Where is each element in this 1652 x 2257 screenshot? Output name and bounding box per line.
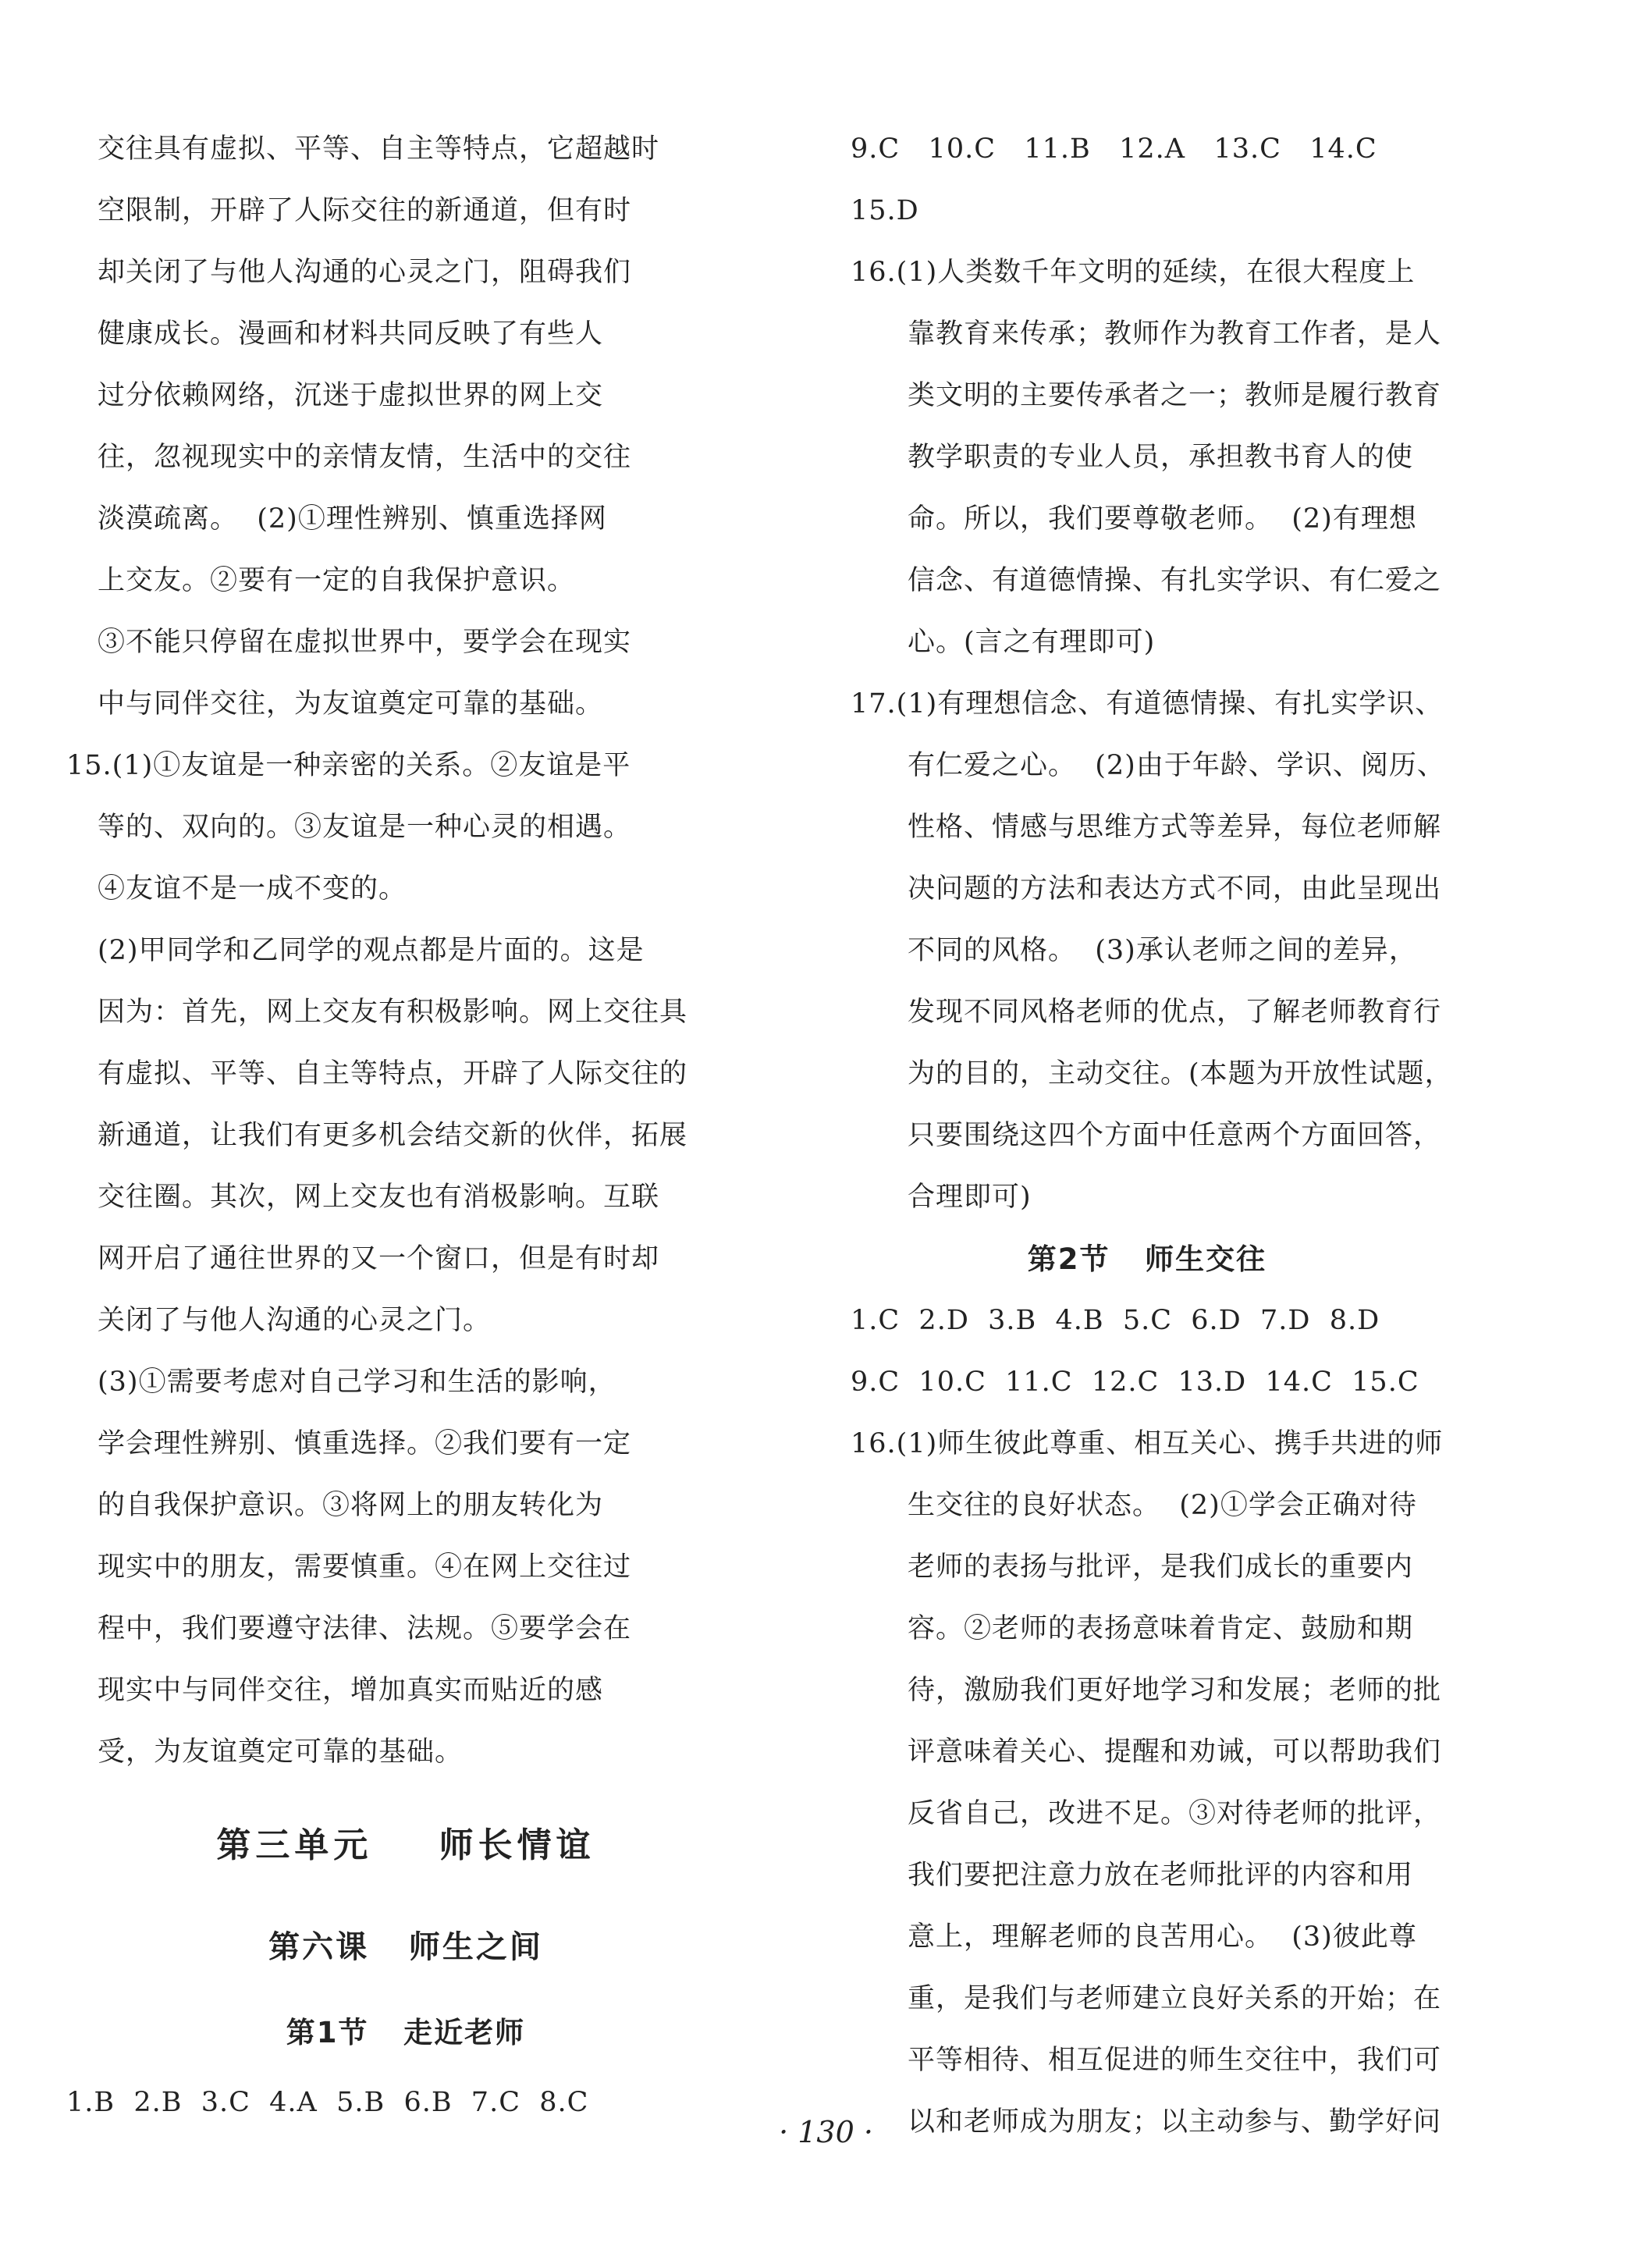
- text-line: 健康成长。漫画和材料共同反映了有些人: [98, 318, 604, 350]
- lesson-title: 第六课 师生之间: [268, 1929, 543, 1965]
- text-line: 待，激励我们更好地学习和发展；老师的批: [908, 1675, 1442, 1706]
- text-line: 命。所以，我们要尊敬老师。 (2)有理想: [908, 503, 1417, 535]
- text-line: 中与同伴交往，为友谊奠定可靠的基础。: [98, 688, 604, 720]
- text-line: 生交往的良好状态。 (2)①学会正确对待: [908, 1490, 1417, 1521]
- text-line: 决问题的方法和表达方式不同，由此呈现出: [908, 873, 1442, 905]
- text-line: 老师的表扬与批评，是我们成长的重要内: [908, 1551, 1414, 1583]
- text-line: 有虚拟、平等、自主等特点，开辟了人际交往的: [98, 1058, 688, 1089]
- text-line: 只要围绕这四个方面中任意两个方面回答，: [908, 1120, 1442, 1151]
- text-line: 现实中与同伴交往，增加真实而贴近的感: [98, 1675, 604, 1706]
- answers-line: 15.D: [851, 195, 919, 226]
- answers-line: 9.C 10.C 11.C 12.C 13.D 14.C 15.C: [851, 1367, 1419, 1398]
- text-line: 过分依赖网络，沉迷于虚拟世界的网上交: [98, 380, 604, 411]
- text-line: 现实中的朋友，需要慎重。④在网上交往过: [98, 1551, 632, 1583]
- text-line: 淡漠疏离。 (2)①理性辨别、慎重选择网: [98, 503, 607, 535]
- right-column: [851, 119, 1453, 2153]
- text-line: 的自我保护意识。③将网上的朋友转化为: [98, 1490, 604, 1521]
- text-line: (2)甲同学和乙同学的观点都是片面的。这是: [98, 935, 645, 966]
- page-number: · 130 ·: [779, 2115, 873, 2149]
- unit-title: 第三单元 师长情谊: [216, 1825, 595, 1865]
- text-line: (3)①需要考虑对自己学习和生活的影响，: [98, 1367, 616, 1398]
- text-line: 教学职责的专业人员，承担教书育人的使: [908, 442, 1414, 473]
- text-line: 类文明的主要传承者之一；教师是履行教育: [908, 380, 1442, 411]
- text-line: 重，是我们与老师建立良好关系的开始；在: [908, 1983, 1442, 2014]
- text-line: 性格、情感与思维方式等差异，每位老师解: [908, 812, 1442, 843]
- answers-line: 1.B 2.B 3.C 4.A 5.B 6.B 7.C 8.C: [66, 2087, 589, 2118]
- text-line: 心。(言之有理即可): [908, 627, 1156, 658]
- text-line: 意上，理解老师的良苦用心。 (3)彼此尊: [908, 1921, 1417, 1953]
- text-line: 不同的风格。 (3)承认老师之间的差异，: [908, 935, 1417, 966]
- text-line: 交往具有虚拟、平等、自主等特点，它超越时: [98, 133, 660, 165]
- text-line: 靠教育来传承；教师作为教育工作者，是人: [908, 318, 1442, 350]
- text-line: 平等相待、相互促进的师生交往中，我们可: [908, 2045, 1442, 2076]
- text-line: 我们要把注意力放在老师批评的内容和用: [908, 1860, 1414, 1891]
- text-line: ③不能只停留在虚拟世界中，要学会在现实: [98, 627, 632, 658]
- text-line: 交往圈。其次，网上交友也有消极影响。互联: [98, 1182, 660, 1213]
- text-line: 上交友。②要有一定的自我保护意识。: [98, 565, 576, 596]
- answers-line: 1.C 2.D 3.B 4.B 5.C 6.D 7.D 8.D: [851, 1305, 1380, 1336]
- text-line: 网开启了通往世界的又一个窗口，但是有时却: [98, 1243, 660, 1274]
- text-line: 因为：首先，网上交友有积极影响。网上交往具: [98, 997, 688, 1028]
- text-line: 发现不同风格老师的优点，了解老师教育行: [908, 997, 1442, 1028]
- text-line: 受，为友谊奠定可靠的基础。: [98, 1736, 464, 1768]
- text-line: 容。②老师的表扬意味着肯定、鼓励和期: [908, 1613, 1414, 1644]
- answer-item-15: 15.(1)①友谊是一种亲密的关系。②友谊是平: [66, 750, 631, 781]
- text-line: 为的目的，主动交往。(本题为开放性试题，: [908, 1058, 1453, 1089]
- answer-item-16: 16.(1)人类数千年文明的延续，在很大程度上: [851, 257, 1416, 288]
- text-line: 等的、双向的。③友谊是一种心灵的相遇。: [98, 812, 632, 843]
- text-line: 评意味着关心、提醒和劝诫，可以帮助我们: [908, 1736, 1442, 1768]
- answers-line: 9.C 10.C 11.B 12.A 13.C 14.C: [851, 133, 1377, 165]
- text-line: 新通道，让我们有更多机会结交新的伙伴，拓展: [98, 1120, 688, 1151]
- text-line: 以和老师成为朋友；以主动参与、勤学好问: [908, 2106, 1442, 2138]
- section-title: 第1节 走近老师: [286, 2016, 526, 2049]
- left-column: [66, 119, 714, 2134]
- text-line: 空限制，开辟了人际交往的新通道，但有时: [98, 195, 632, 226]
- text-line: 关闭了与他人沟通的心灵之门。: [98, 1305, 492, 1336]
- text-line: 信念、有道德情操、有扎实学识、有仁爱之: [908, 565, 1442, 596]
- answer-item-17: 17.(1)有理想信念、有道德情操、有扎实学识、: [851, 688, 1444, 720]
- text-line: 学会理性辨别、慎重选择。②我们要有一定: [98, 1428, 632, 1459]
- text-line: 程中，我们要遵守法律、法规。⑤要学会在: [98, 1613, 632, 1644]
- text-line: 反省自己，改进不足。③对待老师的批评，: [908, 1798, 1442, 1829]
- text-line: 却关闭了与他人沟通的心灵之门，阻碍我们: [98, 257, 632, 288]
- text-line: 有仁爱之心。 (2)由于年龄、学识、阅历、: [908, 750, 1445, 781]
- text-line: 合理即可): [908, 1182, 1032, 1213]
- text-line: ④友谊不是一成不变的。: [98, 873, 407, 905]
- section-title: 第2节 师生交往: [1027, 1242, 1267, 1276]
- text-line: 往，忽视现实中的亲情友情，生活中的交往: [98, 442, 632, 473]
- answer-item-16: 16.(1)师生彼此尊重、相互关心、携手共进的师: [851, 1428, 1444, 1459]
